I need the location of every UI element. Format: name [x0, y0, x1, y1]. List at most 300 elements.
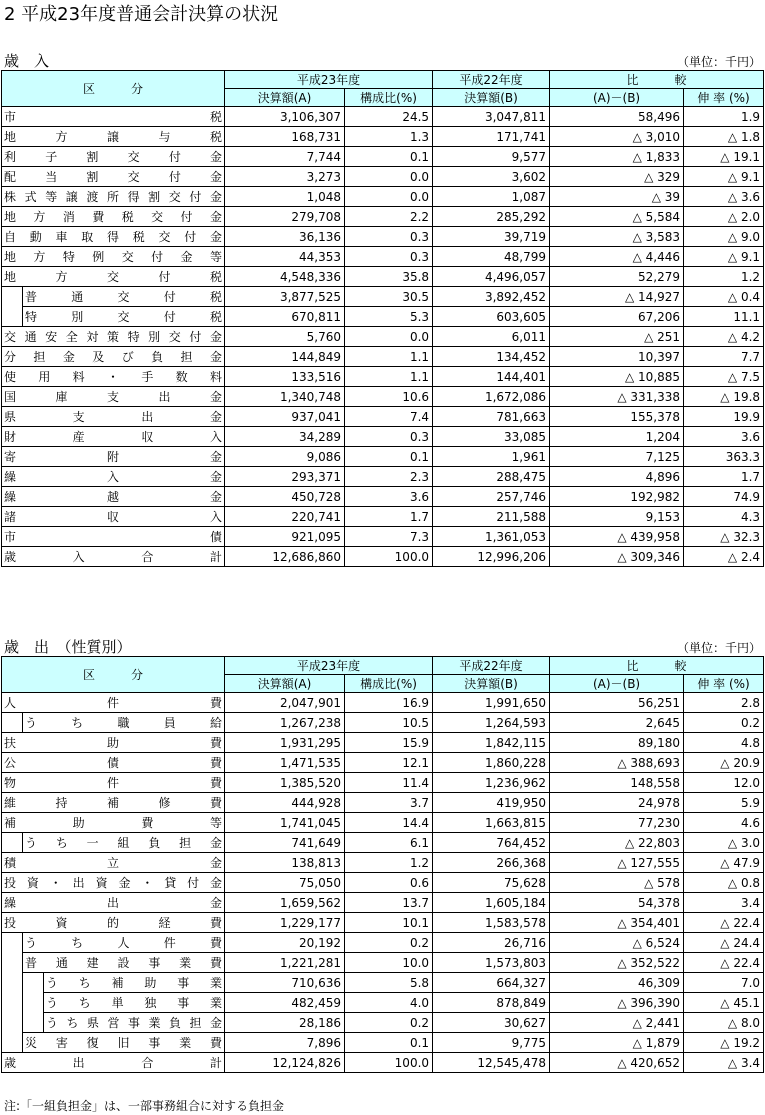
table-row	[2, 753, 764, 773]
cell-amount-b: 3,602	[433, 167, 550, 187]
cell-ratio: 0.2	[345, 933, 433, 953]
header-fy22: 平成22年度	[433, 657, 550, 675]
indent-cell	[2, 1013, 23, 1033]
cell-ratio: 100.0	[345, 1053, 433, 1073]
table-row	[2, 467, 764, 487]
row-label: 維 持 補 修 費	[2, 793, 225, 813]
cell-amount-a: 20,192	[225, 933, 345, 953]
cell-amount-b: 1,842,115	[433, 733, 550, 753]
cell-diff: 54,378	[550, 893, 684, 913]
cell-ratio: 0.3	[345, 427, 433, 447]
table-row	[2, 1053, 764, 1073]
row-label: う ち 職 員 給	[23, 713, 225, 733]
cell-diff: △ 331,338	[550, 387, 684, 407]
cell-amount-b: 26,716	[433, 933, 550, 953]
cell-ratio: 13.7	[345, 893, 433, 913]
cell-diff: △ 309,346	[550, 547, 684, 567]
cell-amount-a: 921,095	[225, 527, 345, 547]
table-row	[2, 793, 764, 813]
cell-amount-a: 450,728	[225, 487, 345, 507]
cell-ratio: 0.1	[345, 1033, 433, 1053]
cell-growth: 4.6	[684, 813, 764, 833]
cell-growth: △ 8.0	[684, 1013, 764, 1033]
cell-amount-a: 444,928	[225, 793, 345, 813]
cell-amount-b: 288,475	[433, 467, 550, 487]
cell-ratio: 5.8	[345, 973, 433, 993]
header-growth: 伸 率 (%)	[684, 89, 764, 107]
cell-growth: △ 20.9	[684, 753, 764, 773]
cell-growth: △ 45.1	[684, 993, 764, 1013]
cell-growth: 3.6	[684, 427, 764, 447]
header-compare: 比 較	[550, 71, 764, 89]
cell-amount-b: 1,361,053	[433, 527, 550, 547]
cell-amount-a: 2,047,901	[225, 693, 345, 713]
row-label: 地 方 交 付 税	[2, 267, 225, 287]
cell-amount-a: 5,760	[225, 327, 345, 347]
cell-amount-b: 664,327	[433, 973, 550, 993]
cell-ratio: 16.9	[345, 693, 433, 713]
cell-amount-a: 9,086	[225, 447, 345, 467]
row-label: 繰 入 金	[2, 467, 225, 487]
cell-diff: △ 5,584	[550, 207, 684, 227]
cell-amount-b: 1,605,184	[433, 893, 550, 913]
cell-growth: 4.8	[684, 733, 764, 753]
table-row	[2, 307, 764, 327]
cell-amount-b: 6,011	[433, 327, 550, 347]
cell-amount-a: 36,136	[225, 227, 345, 247]
cell-growth: △ 19.2	[684, 1033, 764, 1053]
cell-growth: 0.2	[684, 713, 764, 733]
indent-cell	[2, 287, 23, 307]
cell-ratio: 12.1	[345, 753, 433, 773]
cell-growth: △ 9.1	[684, 247, 764, 267]
expenditure-table	[1, 656, 764, 1073]
cell-growth: △ 22.4	[684, 953, 764, 973]
cell-amount-b: 9,577	[433, 147, 550, 167]
indent-cell	[2, 933, 23, 953]
table-row	[2, 733, 764, 753]
table-row	[2, 833, 764, 853]
header-growth: 伸 率 (%)	[684, 675, 764, 693]
cell-diff: △ 420,652	[550, 1053, 684, 1073]
cell-amount-b: 144,401	[433, 367, 550, 387]
cell-diff: △ 2,441	[550, 1013, 684, 1033]
table-row	[2, 187, 764, 207]
table-row	[2, 387, 764, 407]
table-row	[2, 933, 764, 953]
row-label: 交 通 安 全 対 策 特 別 交 付 金	[2, 327, 225, 347]
cell-amount-b: 39,719	[433, 227, 550, 247]
cell-growth: △ 1.8	[684, 127, 764, 147]
cell-amount-b: 211,588	[433, 507, 550, 527]
table-row	[2, 873, 764, 893]
row-label: う ち 単 独 事 業	[44, 993, 225, 1013]
table-row	[2, 407, 764, 427]
cell-amount-a: 1,229,177	[225, 913, 345, 933]
cell-ratio: 1.7	[345, 507, 433, 527]
cell-ratio: 5.3	[345, 307, 433, 327]
cell-diff: 155,378	[550, 407, 684, 427]
table-row	[2, 367, 764, 387]
cell-ratio: 0.0	[345, 167, 433, 187]
header-category: 区 分	[2, 657, 225, 693]
cell-growth: △ 32.3	[684, 527, 764, 547]
cell-diff: 24,978	[550, 793, 684, 813]
cell-ratio: 35.8	[345, 267, 433, 287]
table-row	[2, 853, 764, 873]
expenditure-section-title: 歳 出 （性質別）	[4, 638, 132, 656]
cell-diff: 67,206	[550, 307, 684, 327]
cell-growth: 3.4	[684, 893, 764, 913]
table-row	[2, 1013, 764, 1033]
row-label: 繰 越 金	[2, 487, 225, 507]
cell-amount-a: 75,050	[225, 873, 345, 893]
cell-ratio: 0.1	[345, 447, 433, 467]
row-label: 株 式 等 譲 渡 所 得 割 交 付 金	[2, 187, 225, 207]
indent-cell	[2, 973, 23, 993]
cell-amount-a: 670,811	[225, 307, 345, 327]
cell-amount-a: 12,686,860	[225, 547, 345, 567]
row-label: 自 動 車 取 得 税 交 付 金	[2, 227, 225, 247]
cell-growth: △ 3.6	[684, 187, 764, 207]
cell-ratio: 2.2	[345, 207, 433, 227]
cell-diff: △ 6,524	[550, 933, 684, 953]
table-row	[2, 327, 764, 347]
cell-diff: 52,279	[550, 267, 684, 287]
cell-growth: 1.7	[684, 467, 764, 487]
row-label: 災 害 復 旧 事 業 費	[23, 1033, 225, 1053]
header-fy23: 平成23年度	[225, 71, 433, 89]
cell-growth: 363.3	[684, 447, 764, 467]
cell-ratio: 14.4	[345, 813, 433, 833]
indent-cell	[2, 993, 23, 1013]
table-row	[2, 913, 764, 933]
row-label: 繰 出 金	[2, 893, 225, 913]
cell-amount-b: 1,663,815	[433, 813, 550, 833]
cell-diff: △ 388,693	[550, 753, 684, 773]
cell-amount-a: 1,267,238	[225, 713, 345, 733]
table-row	[2, 893, 764, 913]
table-row	[2, 953, 764, 973]
cell-amount-b: 48,799	[433, 247, 550, 267]
cell-growth: △ 0.8	[684, 873, 764, 893]
table-row	[2, 207, 764, 227]
cell-ratio: 1.2	[345, 853, 433, 873]
table-row	[2, 107, 764, 127]
cell-ratio: 15.9	[345, 733, 433, 753]
cell-ratio: 0.0	[345, 187, 433, 207]
cell-amount-b: 603,605	[433, 307, 550, 327]
cell-amount-b: 764,452	[433, 833, 550, 853]
cell-amount-a: 34,289	[225, 427, 345, 447]
header-amount-a: 決算額(A)	[225, 675, 345, 693]
cell-amount-a: 133,516	[225, 367, 345, 387]
cell-diff: △ 4,446	[550, 247, 684, 267]
cell-amount-a: 482,459	[225, 993, 345, 1013]
cell-amount-b: 1,583,578	[433, 913, 550, 933]
header-diff: (A)－(B)	[550, 89, 684, 107]
table-row	[2, 693, 764, 713]
cell-growth: 7.0	[684, 973, 764, 993]
cell-diff: 56,251	[550, 693, 684, 713]
indent-cell	[23, 973, 44, 993]
footnote: 注:「一組負担金」は、一部事務組合に対する負担金	[4, 1099, 285, 1113]
cell-amount-b: 878,849	[433, 993, 550, 1013]
table-row	[2, 287, 764, 307]
cell-growth: △ 47.9	[684, 853, 764, 873]
row-label: 国 庫 支 出 金	[2, 387, 225, 407]
row-label: 補 助 費 等	[2, 813, 225, 833]
cell-amount-a: 1,340,748	[225, 387, 345, 407]
row-label: 投 資 ・ 出 資 金 ・ 貸 付 金	[2, 873, 225, 893]
cell-growth: △ 3.4	[684, 1053, 764, 1073]
row-label: 地 方 消 費 税 交 付 金	[2, 207, 225, 227]
cell-ratio: 30.5	[345, 287, 433, 307]
row-label: 分 担 金 及 び 負 担 金	[2, 347, 225, 367]
cell-amount-b: 1,087	[433, 187, 550, 207]
cell-amount-b: 1,264,593	[433, 713, 550, 733]
table-row	[2, 247, 764, 267]
cell-amount-b: 12,996,206	[433, 547, 550, 567]
cell-ratio: 10.5	[345, 713, 433, 733]
cell-ratio: 4.0	[345, 993, 433, 1013]
table-row	[2, 147, 764, 167]
table-row	[2, 267, 764, 287]
row-label: 人 件 費	[2, 693, 225, 713]
table-row	[2, 427, 764, 447]
cell-diff: △ 10,885	[550, 367, 684, 387]
cell-amount-a: 168,731	[225, 127, 345, 147]
revenue-unit-label: （単位：千円）	[676, 55, 761, 69]
cell-diff: 58,496	[550, 107, 684, 127]
row-label: 歳 出 合 計	[2, 1053, 225, 1073]
cell-amount-b: 30,627	[433, 1013, 550, 1033]
cell-amount-b: 3,892,452	[433, 287, 550, 307]
row-label: 市 債	[2, 527, 225, 547]
cell-ratio: 6.1	[345, 833, 433, 853]
cell-diff: △ 1,879	[550, 1033, 684, 1053]
table-row	[2, 1033, 764, 1053]
cell-ratio: 1.3	[345, 127, 433, 147]
cell-ratio: 2.3	[345, 467, 433, 487]
cell-growth: △ 19.1	[684, 147, 764, 167]
cell-growth: △ 7.5	[684, 367, 764, 387]
row-label: う ち 県 営 事 業 負 担 金	[44, 1013, 225, 1033]
header-diff: (A)－(B)	[550, 675, 684, 693]
cell-amount-b: 285,292	[433, 207, 550, 227]
cell-growth: △ 3.0	[684, 833, 764, 853]
page-title: 2 平成23年度普通会計決算の状況	[4, 4, 279, 25]
cell-amount-a: 1,221,281	[225, 953, 345, 973]
row-label: 歳 入 合 計	[2, 547, 225, 567]
table-row	[2, 527, 764, 547]
cell-ratio: 10.0	[345, 953, 433, 973]
table-row	[2, 507, 764, 527]
cell-diff: △ 354,401	[550, 913, 684, 933]
cell-amount-a: 44,353	[225, 247, 345, 267]
row-label: 寄 附 金	[2, 447, 225, 467]
cell-ratio: 1.1	[345, 367, 433, 387]
table-row	[2, 973, 764, 993]
cell-growth: △ 2.4	[684, 547, 764, 567]
expenditure-unit-label: （単位：千円）	[676, 641, 761, 655]
cell-amount-b: 171,741	[433, 127, 550, 147]
cell-growth: △ 0.4	[684, 287, 764, 307]
cell-ratio: 7.4	[345, 407, 433, 427]
cell-diff: △ 3,583	[550, 227, 684, 247]
cell-growth: △ 9.0	[684, 227, 764, 247]
cell-diff: 9,153	[550, 507, 684, 527]
cell-amount-a: 220,741	[225, 507, 345, 527]
cell-amount-a: 28,186	[225, 1013, 345, 1033]
row-label: 投 資 的 経 費	[2, 913, 225, 933]
row-label: 利 子 割 交 付 金	[2, 147, 225, 167]
cell-amount-a: 3,273	[225, 167, 345, 187]
cell-diff: 46,309	[550, 973, 684, 993]
row-label: 財 産 収 入	[2, 427, 225, 447]
cell-amount-b: 1,991,650	[433, 693, 550, 713]
row-label: う ち 人 件 費	[23, 933, 225, 953]
cell-diff: △ 127,555	[550, 853, 684, 873]
cell-growth: 2.8	[684, 693, 764, 713]
cell-ratio: 3.6	[345, 487, 433, 507]
cell-diff: △ 22,803	[550, 833, 684, 853]
cell-ratio: 100.0	[345, 547, 433, 567]
cell-diff: △ 14,927	[550, 287, 684, 307]
header-fy22: 平成22年度	[433, 71, 550, 89]
cell-amount-b: 257,746	[433, 487, 550, 507]
table-row	[2, 813, 764, 833]
cell-growth: 12.0	[684, 773, 764, 793]
indent-cell	[2, 713, 23, 733]
header-amount-a: 決算額(A)	[225, 89, 345, 107]
cell-diff: 1,204	[550, 427, 684, 447]
cell-diff: △ 439,958	[550, 527, 684, 547]
cell-growth: 74.9	[684, 487, 764, 507]
cell-ratio: 0.0	[345, 327, 433, 347]
cell-amount-a: 1,471,535	[225, 753, 345, 773]
cell-amount-b: 1,236,962	[433, 773, 550, 793]
header-fy23: 平成23年度	[225, 657, 433, 675]
cell-diff: 2,645	[550, 713, 684, 733]
cell-amount-a: 7,744	[225, 147, 345, 167]
cell-amount-a: 144,849	[225, 347, 345, 367]
table-row	[2, 993, 764, 1013]
cell-amount-b: 781,663	[433, 407, 550, 427]
indent-cell	[23, 993, 44, 1013]
row-label: 使 用 料 ・ 手 数 料	[2, 367, 225, 387]
header-ratio: 構成比(%)	[345, 89, 433, 107]
table-row	[2, 227, 764, 247]
row-label: 地 方 譲 与 税	[2, 127, 225, 147]
row-label: 諸 収 入	[2, 507, 225, 527]
cell-diff: △ 578	[550, 873, 684, 893]
cell-amount-a: 710,636	[225, 973, 345, 993]
table-row	[2, 713, 764, 733]
cell-diff: △ 39	[550, 187, 684, 207]
table-row	[2, 773, 764, 793]
cell-amount-b: 1,573,803	[433, 953, 550, 973]
cell-ratio: 1.1	[345, 347, 433, 367]
cell-amount-a: 1,931,295	[225, 733, 345, 753]
cell-growth: 5.9	[684, 793, 764, 813]
revenue-section-title: 歳 入	[4, 52, 50, 70]
cell-diff: △ 3,010	[550, 127, 684, 147]
header-amount-b: 決算額(B)	[433, 89, 550, 107]
cell-growth: △ 19.8	[684, 387, 764, 407]
cell-diff: 7,125	[550, 447, 684, 467]
row-label: う ち 一 組 負 担 金	[23, 833, 225, 853]
table-row	[2, 167, 764, 187]
revenue-rows	[2, 107, 764, 567]
cell-diff: △ 396,390	[550, 993, 684, 1013]
row-label: 地 方 特 例 交 付 金 等	[2, 247, 225, 267]
cell-diff: △ 251	[550, 327, 684, 347]
cell-diff: 4,896	[550, 467, 684, 487]
cell-ratio: 24.5	[345, 107, 433, 127]
cell-amount-a: 1,659,562	[225, 893, 345, 913]
cell-ratio: 10.6	[345, 387, 433, 407]
table-row	[2, 487, 764, 507]
cell-amount-b: 1,961	[433, 447, 550, 467]
cell-growth: △ 4.2	[684, 327, 764, 347]
cell-amount-a: 1,385,520	[225, 773, 345, 793]
cell-amount-b: 419,950	[433, 793, 550, 813]
indent-cell	[2, 1033, 23, 1053]
table-row	[2, 347, 764, 367]
cell-amount-b: 1,672,086	[433, 387, 550, 407]
cell-ratio: 0.3	[345, 227, 433, 247]
cell-growth: 11.1	[684, 307, 764, 327]
row-label: 普 通 交 付 税	[23, 287, 225, 307]
cell-growth: △ 2.0	[684, 207, 764, 227]
cell-amount-b: 75,628	[433, 873, 550, 893]
table-row	[2, 447, 764, 467]
cell-amount-a: 3,877,525	[225, 287, 345, 307]
cell-amount-a: 937,041	[225, 407, 345, 427]
row-label: 配 当 割 交 付 金	[2, 167, 225, 187]
row-label: 特 別 交 付 税	[23, 307, 225, 327]
cell-diff: △ 329	[550, 167, 684, 187]
cell-ratio: 7.3	[345, 527, 433, 547]
cell-ratio: 3.7	[345, 793, 433, 813]
cell-growth: 7.7	[684, 347, 764, 367]
indent-cell	[2, 307, 23, 327]
header-amount-b: 決算額(B)	[433, 675, 550, 693]
cell-growth: 19.9	[684, 407, 764, 427]
header-compare: 比 較	[550, 657, 764, 675]
cell-amount-a: 1,048	[225, 187, 345, 207]
cell-growth: 1.9	[684, 107, 764, 127]
cell-amount-b: 1,860,228	[433, 753, 550, 773]
cell-amount-a: 7,896	[225, 1033, 345, 1053]
cell-amount-a: 741,649	[225, 833, 345, 853]
cell-diff: 77,230	[550, 813, 684, 833]
cell-ratio: 0.3	[345, 247, 433, 267]
cell-amount-b: 134,452	[433, 347, 550, 367]
cell-diff: △ 1,833	[550, 147, 684, 167]
header-ratio: 構成比(%)	[345, 675, 433, 693]
cell-amount-a: 279,708	[225, 207, 345, 227]
header-category: 区 分	[2, 71, 225, 107]
row-label: 扶 助 費	[2, 733, 225, 753]
cell-growth: △ 22.4	[684, 913, 764, 933]
cell-amount-b: 266,368	[433, 853, 550, 873]
row-label: 市 税	[2, 107, 225, 127]
row-label: 県 支 出 金	[2, 407, 225, 427]
row-label: 普 通 建 設 事 業 費	[23, 953, 225, 973]
cell-amount-a: 4,548,336	[225, 267, 345, 287]
